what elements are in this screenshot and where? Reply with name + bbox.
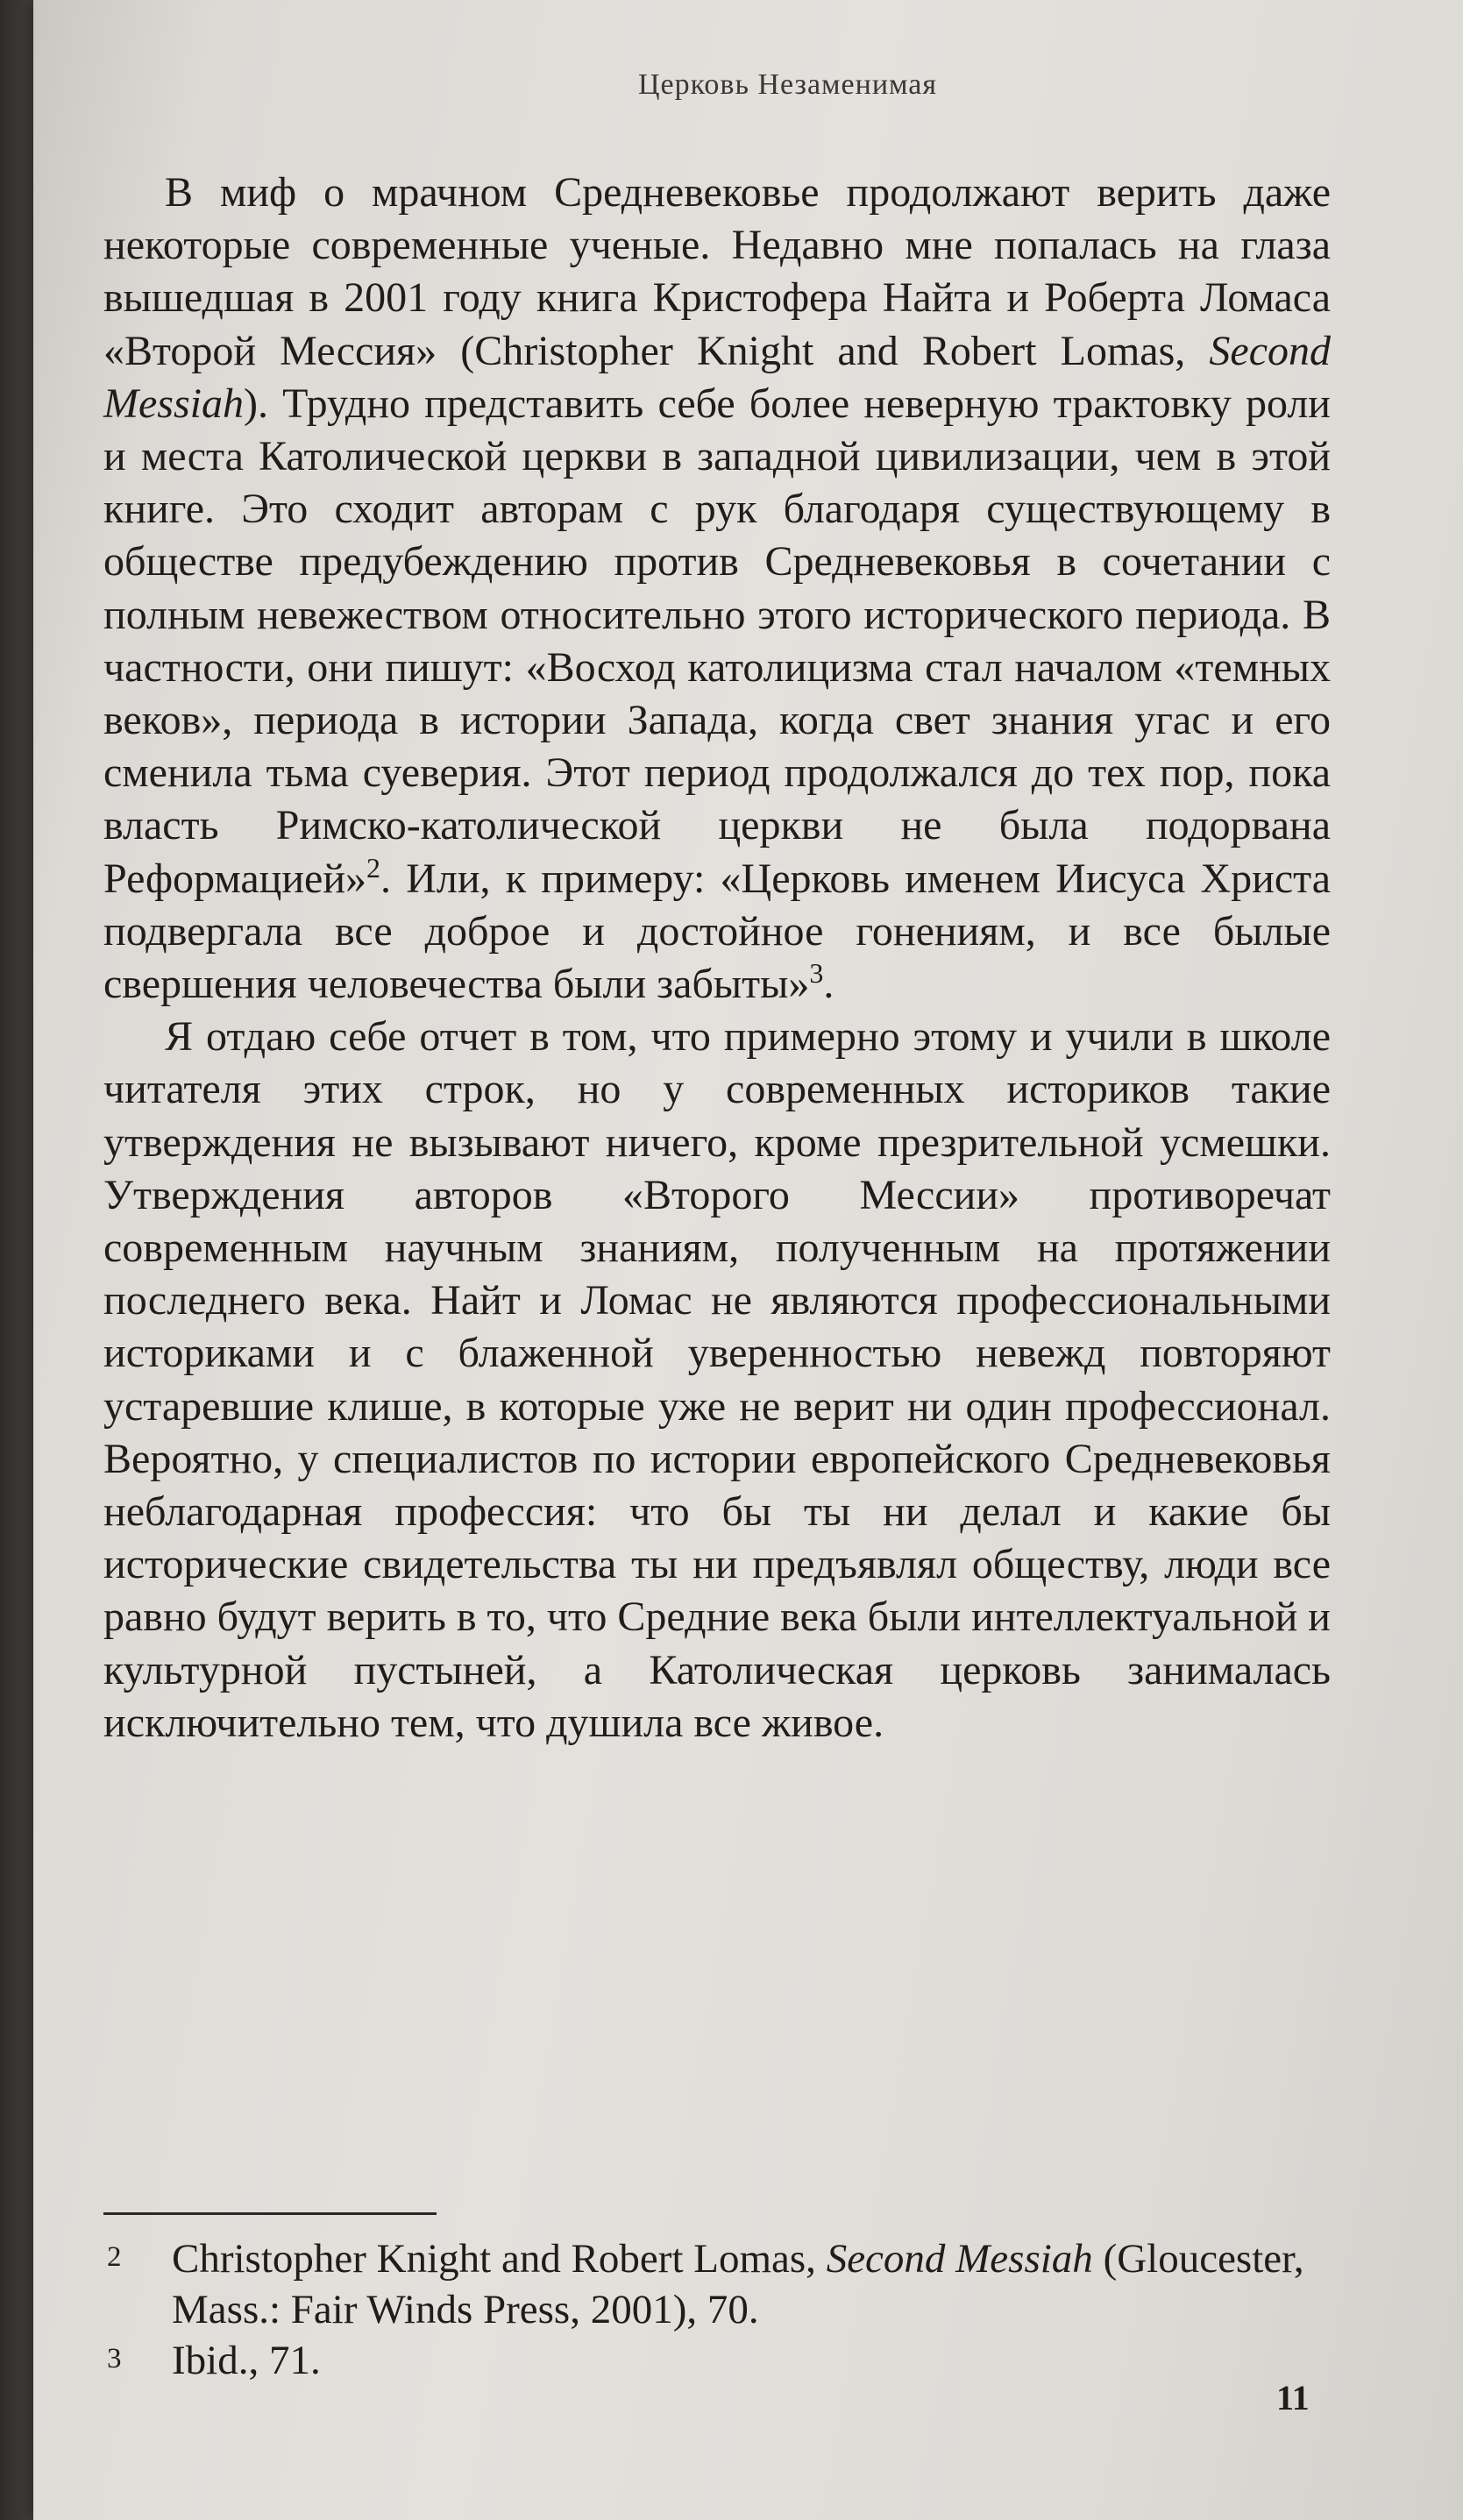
footnote-2 [103, 2233, 1357, 2335]
footnote-number: 2 [107, 2241, 122, 2273]
footnote-2-text-after: (Gloucester, Mass.: Fair Winds Press, 2001), 70. [172, 2236, 1304, 2332]
paragraph-1-part1: В миф о мрачном Средневековье продолжают верить даже некоторые современные ученые. Недавно мне попалась на глаза вышедшая в 2001 году книга Кристофера Найта и Роберта Ломаса «Второй Мессия» (Christopher Knight and Robert Lomas, [103, 169, 1331, 374]
body-text [103, 167, 1331, 1750]
paragraph-1-part3: . Или, к примеру: «Церковь именем Иисуса Христа подвергала все доброе и достойное гонениям, и все былые свершения человечества были забыты» [103, 855, 1331, 1008]
paragraph-2: Я отдаю себе отчет в том, что примерно этому и учили в школе читателя этих строк, но у современных историков такие утверждения не вызывают ничего, кроме презрительной усмешки. Утверждения авторов «Второго Мессии» противоречат современным научным знаниям, полученным на протяжении последнего века. Найт и Ломас не являются профессиональными историками и с блаженной уверенностью невежд повторяют устаревшие клише, в которые уже не верит ни один профессионал. Вероятно, у специалистов по истории европейского Средневековья неблагодарная профессия: что бы ты ни делал и какие бы исторические свидетельства ты ни предъявлял обществу, люди все равно будут верить в то, что Средние века были интеллектуальной и культурной пустыней, а Католическая церковь занималась исключительно тем, что душила все живое. [103, 1013, 1331, 1746]
page-number: 11 [1276, 2378, 1310, 2417]
footnote-number: 3 [107, 2343, 122, 2374]
paragraph-1-part4: . [823, 961, 834, 1008]
footnote-ref-3: 3 [809, 957, 824, 990]
footnote-divider [103, 2212, 437, 2215]
footnotes [103, 2233, 1357, 2386]
paragraph-1-part2: ). Трудно представить себе более неверную трактовку роли и места Католической церкви в западной цивилизации, чем в этой книге. Это сходит авторам с рук благодаря существующему в обществе предубеждению против Средневековья в сочетании с полным невежеством относительно этого исторического периода. В частности, они пишут: «Восход католицизма стал началом «темных веков», периода в истории Запада, когда свет знания угас и его сменила тьма суеверия. Этот период продолжался до тех пор, пока власть Римско-католической церкви не была подорвана Реформацией» [103, 380, 1331, 902]
footnote-3 [103, 2335, 1357, 2386]
paragraph-1 [103, 167, 1331, 1011]
book-page [33, 0, 1463, 2520]
footnote-ref-2: 2 [366, 851, 381, 884]
footnote-3-text: Ibid., 71. [172, 2338, 321, 2383]
footnote-2-italic-title: Second Messiah [826, 2236, 1093, 2282]
running-header: Церковь Незаменимая [637, 68, 938, 101]
footnote-2-text-before: Christopher Knight and Robert Lomas, [172, 2236, 827, 2282]
book-title-italic: Second Messiah [103, 327, 1331, 427]
